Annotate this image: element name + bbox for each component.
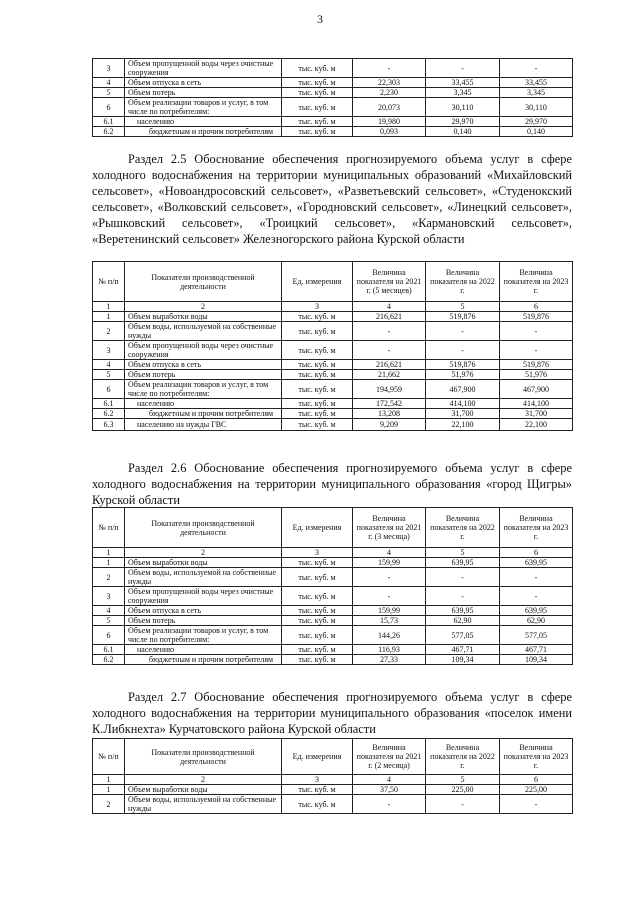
indicator-name: Объем потерь	[125, 88, 282, 98]
indicator-name: Объем воды, используемой на собственные нужды	[125, 322, 282, 341]
column-index: 3	[282, 302, 353, 312]
column-index-row	[93, 302, 573, 312]
column-index: 5	[426, 775, 500, 785]
value-2021: 13,208	[353, 409, 426, 419]
table-row	[93, 341, 573, 360]
section-2-6-heading: Раздел 2.6 Обоснование обеспечения прогнозируемого объема услуг в сфере холодного водоснабжения на территории муниципального образования «город Щигры» Курской области	[92, 461, 572, 507]
unit: тыс. куб. м	[282, 360, 353, 370]
table-row	[93, 645, 573, 655]
indicator-name: населению	[125, 117, 282, 127]
table-row	[93, 795, 573, 814]
indicator-name: Объем отпуска в сеть	[125, 78, 282, 88]
unit: тыс. куб. м	[282, 606, 353, 616]
value-2022: -	[426, 568, 500, 587]
header-indicator: Показатели производственной деятельности	[125, 262, 282, 302]
unit: тыс. куб. м	[282, 645, 353, 655]
value-2022: 30,110	[426, 98, 500, 117]
column-index: 4	[353, 302, 426, 312]
unit: тыс. куб. м	[282, 59, 353, 78]
row-number: 5	[93, 370, 125, 380]
value-2021: 19,980	[353, 117, 426, 127]
value-2023: -	[500, 341, 573, 360]
value-2021: 116,93	[353, 645, 426, 655]
table-row	[93, 785, 573, 795]
header-unit: Ед. измерения	[282, 508, 353, 548]
value-2022: 29,970	[426, 117, 500, 127]
value-2022: 51,976	[426, 370, 500, 380]
unit: тыс. куб. м	[282, 626, 353, 645]
table-row	[93, 117, 573, 127]
header-value-2023: Величина показателя на 2023 г.	[500, 508, 573, 548]
column-index: 1	[93, 775, 125, 785]
table-row	[93, 419, 573, 431]
value-2021: -	[353, 59, 426, 78]
header-value-2021: Величина показателя на 2021 г. (3 месяца)	[353, 508, 426, 548]
unit: тыс. куб. м	[282, 370, 353, 380]
row-number: 4	[93, 360, 125, 370]
indicator-name: бюджетным и прочим потребителям	[125, 655, 282, 665]
value-2023: 22,100	[500, 419, 573, 431]
table-row	[93, 587, 573, 606]
continuation-table	[92, 58, 573, 137]
value-2023: -	[500, 568, 573, 587]
header-value-2023: Величина показателя на 2023 г.	[500, 739, 573, 775]
indicator-name: населению	[125, 645, 282, 655]
value-2022: 33,455	[426, 78, 500, 88]
header-value-2022: Величина показателя на 2022 г.	[426, 739, 500, 775]
unit: тыс. куб. м	[282, 616, 353, 626]
value-2022: 62,90	[426, 616, 500, 626]
header-unit: Ед. измерения	[282, 739, 353, 775]
value-2021: 15,73	[353, 616, 426, 626]
section-2-6-table	[92, 507, 573, 665]
value-2022: 22,100	[426, 419, 500, 431]
value-2021: 37,50	[353, 785, 426, 795]
indicator-name: Объем потерь	[125, 370, 282, 380]
header-row	[93, 508, 573, 548]
indicator-name: Объем выработки воды	[125, 312, 282, 322]
value-2023: 31,700	[500, 409, 573, 419]
value-2023: 225,00	[500, 785, 573, 795]
value-2021: -	[353, 795, 426, 814]
value-2023: 519,876	[500, 360, 573, 370]
value-2023: -	[500, 587, 573, 606]
row-number: 1	[93, 312, 125, 322]
unit: тыс. куб. м	[282, 568, 353, 587]
row-number: 6	[93, 380, 125, 399]
value-2023: 519,876	[500, 312, 573, 322]
value-2021: 216,621	[353, 312, 426, 322]
value-2021: 20,073	[353, 98, 426, 117]
value-2021: 2,230	[353, 88, 426, 98]
row-number: 6.2	[93, 127, 125, 137]
value-2021: -	[353, 587, 426, 606]
row-number: 6.2	[93, 409, 125, 419]
column-index: 6	[500, 548, 573, 558]
unit: тыс. куб. м	[282, 88, 353, 98]
unit: тыс. куб. м	[282, 785, 353, 795]
header-num: № п/п	[93, 739, 125, 775]
unit: тыс. куб. м	[282, 98, 353, 117]
row-number: 6.1	[93, 399, 125, 409]
value-2023: 467,900	[500, 380, 573, 399]
value-2021: 0,093	[353, 127, 426, 137]
value-2022: -	[426, 341, 500, 360]
table-row	[93, 360, 573, 370]
header-value-2022: Величина показателя на 2022 г.	[426, 508, 500, 548]
unit: тыс. куб. м	[282, 795, 353, 814]
value-2023: 414,100	[500, 399, 573, 409]
indicator-name: Объем отпуска в сеть	[125, 360, 282, 370]
table-row	[93, 59, 573, 78]
unit: тыс. куб. м	[282, 341, 353, 360]
row-number: 4	[93, 606, 125, 616]
value-2022: 577,05	[426, 626, 500, 645]
table-row	[93, 312, 573, 322]
value-2023: 577,05	[500, 626, 573, 645]
indicator-name: населению на нужды ГВС	[125, 419, 282, 431]
column-index: 2	[125, 302, 282, 312]
unit: тыс. куб. м	[282, 409, 353, 419]
row-number: 6	[93, 626, 125, 645]
unit: тыс. куб. м	[282, 312, 353, 322]
section-2-5-heading: Раздел 2.5 Обоснование обеспечения прогнозируемого объема услуг в сфере холодного водоснабжения на территории муниципальных образований «Михайловский сельсовет», «Новоандросовский сельсовет», «Разветьевский сельсовет», «Студенокский сельсовет», «Волковский сельсовет», «Городновский сельсовет», «Линецкий сельсовет», «Рышковский сельсовет», «Троицкий сельсовет», «Кармановский сельсовет», «Веретенинский сельсовет» Железногорского района Курской области	[92, 152, 572, 246]
unit: тыс. куб. м	[282, 399, 353, 409]
value-2021: -	[353, 568, 426, 587]
indicator-name: Объем воды, используемой на собственные нужды	[125, 568, 282, 587]
value-2023: 51,976	[500, 370, 573, 380]
table-row	[93, 558, 573, 568]
indicator-name: Объем отпуска в сеть	[125, 606, 282, 616]
value-2022: -	[426, 322, 500, 341]
section-2-5-table	[92, 261, 573, 431]
row-number: 6.2	[93, 655, 125, 665]
header-num: № п/п	[93, 262, 125, 302]
table-row	[93, 370, 573, 380]
table-row	[93, 655, 573, 665]
indicator-name: Объем выработки воды	[125, 785, 282, 795]
table-row	[93, 568, 573, 587]
value-2023: 62,90	[500, 616, 573, 626]
row-number: 6.1	[93, 117, 125, 127]
indicator-name: Объем пропущенной воды через очистные сооружения	[125, 59, 282, 78]
section-2-7-heading: Раздел 2.7 Обоснование обеспечения прогнозируемого объема услуг в сфере холодного водоснабжения на территории муниципального образования «поселок имени К.Либкнехта» Курчатовского района Курской области	[92, 690, 572, 736]
column-index: 1	[93, 548, 125, 558]
unit: тыс. куб. м	[282, 78, 353, 88]
row-number: 4	[93, 78, 125, 88]
value-2023: 3,345	[500, 88, 573, 98]
page-number: 3	[317, 12, 323, 26]
unit: тыс. куб. м	[282, 117, 353, 127]
column-index: 5	[426, 302, 500, 312]
table-row	[93, 98, 573, 117]
value-2023: 33,455	[500, 78, 573, 88]
value-2023: 639,95	[500, 606, 573, 616]
value-2021: 27,33	[353, 655, 426, 665]
value-2022: 31,700	[426, 409, 500, 419]
value-2021: 194,959	[353, 380, 426, 399]
value-2021: -	[353, 322, 426, 341]
value-2021: 216,621	[353, 360, 426, 370]
indicator-name: Объем выработки воды	[125, 558, 282, 568]
value-2022: 414,100	[426, 399, 500, 409]
header-value-2023: Величина показателя на 2023 г.	[500, 262, 573, 302]
value-2022: 225,00	[426, 785, 500, 795]
value-2022: 519,876	[426, 312, 500, 322]
table-row	[93, 409, 573, 419]
value-2022: 467,900	[426, 380, 500, 399]
row-number: 5	[93, 616, 125, 626]
unit: тыс. куб. м	[282, 558, 353, 568]
column-index: 5	[426, 548, 500, 558]
row-number: 6.1	[93, 645, 125, 655]
column-index: 2	[125, 775, 282, 785]
value-2021: 144,26	[353, 626, 426, 645]
value-2022: 639,95	[426, 558, 500, 568]
value-2021: 159,99	[353, 606, 426, 616]
value-2021: 172,542	[353, 399, 426, 409]
value-2022: 3,345	[426, 88, 500, 98]
indicator-name: населению	[125, 399, 282, 409]
value-2023: 639,95	[500, 558, 573, 568]
column-index-row	[93, 775, 573, 785]
unit: тыс. куб. м	[282, 587, 353, 606]
indicator-name: Объем реализации товаров и услуг, в том числе по потребителям:	[125, 98, 282, 117]
row-number: 1	[93, 558, 125, 568]
header-value-2021: Величина показателя на 2021 г. (5 месяцев)	[353, 262, 426, 302]
column-index: 4	[353, 548, 426, 558]
column-index: 3	[282, 548, 353, 558]
indicator-name: Объем реализации товаров и услуг, в том числе по потребителям:	[125, 626, 282, 645]
value-2021: 9,209	[353, 419, 426, 431]
column-index: 2	[125, 548, 282, 558]
table-row	[93, 616, 573, 626]
row-number: 2	[93, 795, 125, 814]
row-number: 6	[93, 98, 125, 117]
header-num: № п/п	[93, 508, 125, 548]
row-number: 3	[93, 341, 125, 360]
value-2023: -	[500, 795, 573, 814]
table-row	[93, 380, 573, 399]
value-2022: -	[426, 795, 500, 814]
indicator-name: Объем воды, используемой на собственные нужды	[125, 795, 282, 814]
value-2023: -	[500, 322, 573, 341]
value-2022: 519,876	[426, 360, 500, 370]
value-2022: -	[426, 587, 500, 606]
value-2023: -	[500, 59, 573, 78]
header-value-2022: Величина показателя на 2022 г.	[426, 262, 500, 302]
column-index: 1	[93, 302, 125, 312]
unit: тыс. куб. м	[282, 127, 353, 137]
indicator-name: бюджетным и прочим потребителям	[125, 127, 282, 137]
value-2021: -	[353, 341, 426, 360]
row-number: 1	[93, 785, 125, 795]
indicator-name: Объем пропущенной воды через очистные сооружения	[125, 341, 282, 360]
row-number: 2	[93, 568, 125, 587]
column-index: 6	[500, 775, 573, 785]
unit: тыс. куб. м	[282, 655, 353, 665]
table-row	[93, 606, 573, 616]
header-value-2021: Величина показателя на 2021 г. (2 месяца)	[353, 739, 426, 775]
row-number: 5	[93, 88, 125, 98]
table-row	[93, 78, 573, 88]
table-row	[93, 88, 573, 98]
section-2-7-table	[92, 738, 573, 814]
row-number: 3	[93, 59, 125, 78]
value-2023: 109,34	[500, 655, 573, 665]
header-indicator: Показатели производственной деятельности	[125, 508, 282, 548]
table-row	[93, 399, 573, 409]
header-row	[93, 262, 573, 302]
value-2022: 109,34	[426, 655, 500, 665]
table-row	[93, 322, 573, 341]
indicator-name: Объем пропущенной воды через очистные сооружения	[125, 587, 282, 606]
value-2023: 0,140	[500, 127, 573, 137]
header-row	[93, 739, 573, 775]
indicator-name: бюджетным и прочим потребителям	[125, 409, 282, 419]
row-number: 3	[93, 587, 125, 606]
value-2023: 30,110	[500, 98, 573, 117]
unit: тыс. куб. м	[282, 419, 353, 431]
indicator-name: Объем реализации товаров и услуг, в том числе по потребителям:	[125, 380, 282, 399]
value-2022: 639,95	[426, 606, 500, 616]
unit: тыс. куб. м	[282, 380, 353, 399]
value-2021: 22,303	[353, 78, 426, 88]
value-2023: 467,71	[500, 645, 573, 655]
header-unit: Ед. измерения	[282, 262, 353, 302]
column-index: 6	[500, 302, 573, 312]
value-2022: 467,71	[426, 645, 500, 655]
value-2021: 21,662	[353, 370, 426, 380]
table-row	[93, 127, 573, 137]
column-index-row	[93, 548, 573, 558]
row-number: 2	[93, 322, 125, 341]
column-index: 3	[282, 775, 353, 785]
value-2021: 159,99	[353, 558, 426, 568]
value-2022: 0,140	[426, 127, 500, 137]
unit: тыс. куб. м	[282, 322, 353, 341]
column-index: 4	[353, 775, 426, 785]
value-2023: 29,970	[500, 117, 573, 127]
indicator-name: Объем потерь	[125, 616, 282, 626]
value-2022: -	[426, 59, 500, 78]
header-indicator: Показатели производственной деятельности	[125, 739, 282, 775]
row-number: 6.3	[93, 419, 125, 431]
table-row	[93, 626, 573, 645]
